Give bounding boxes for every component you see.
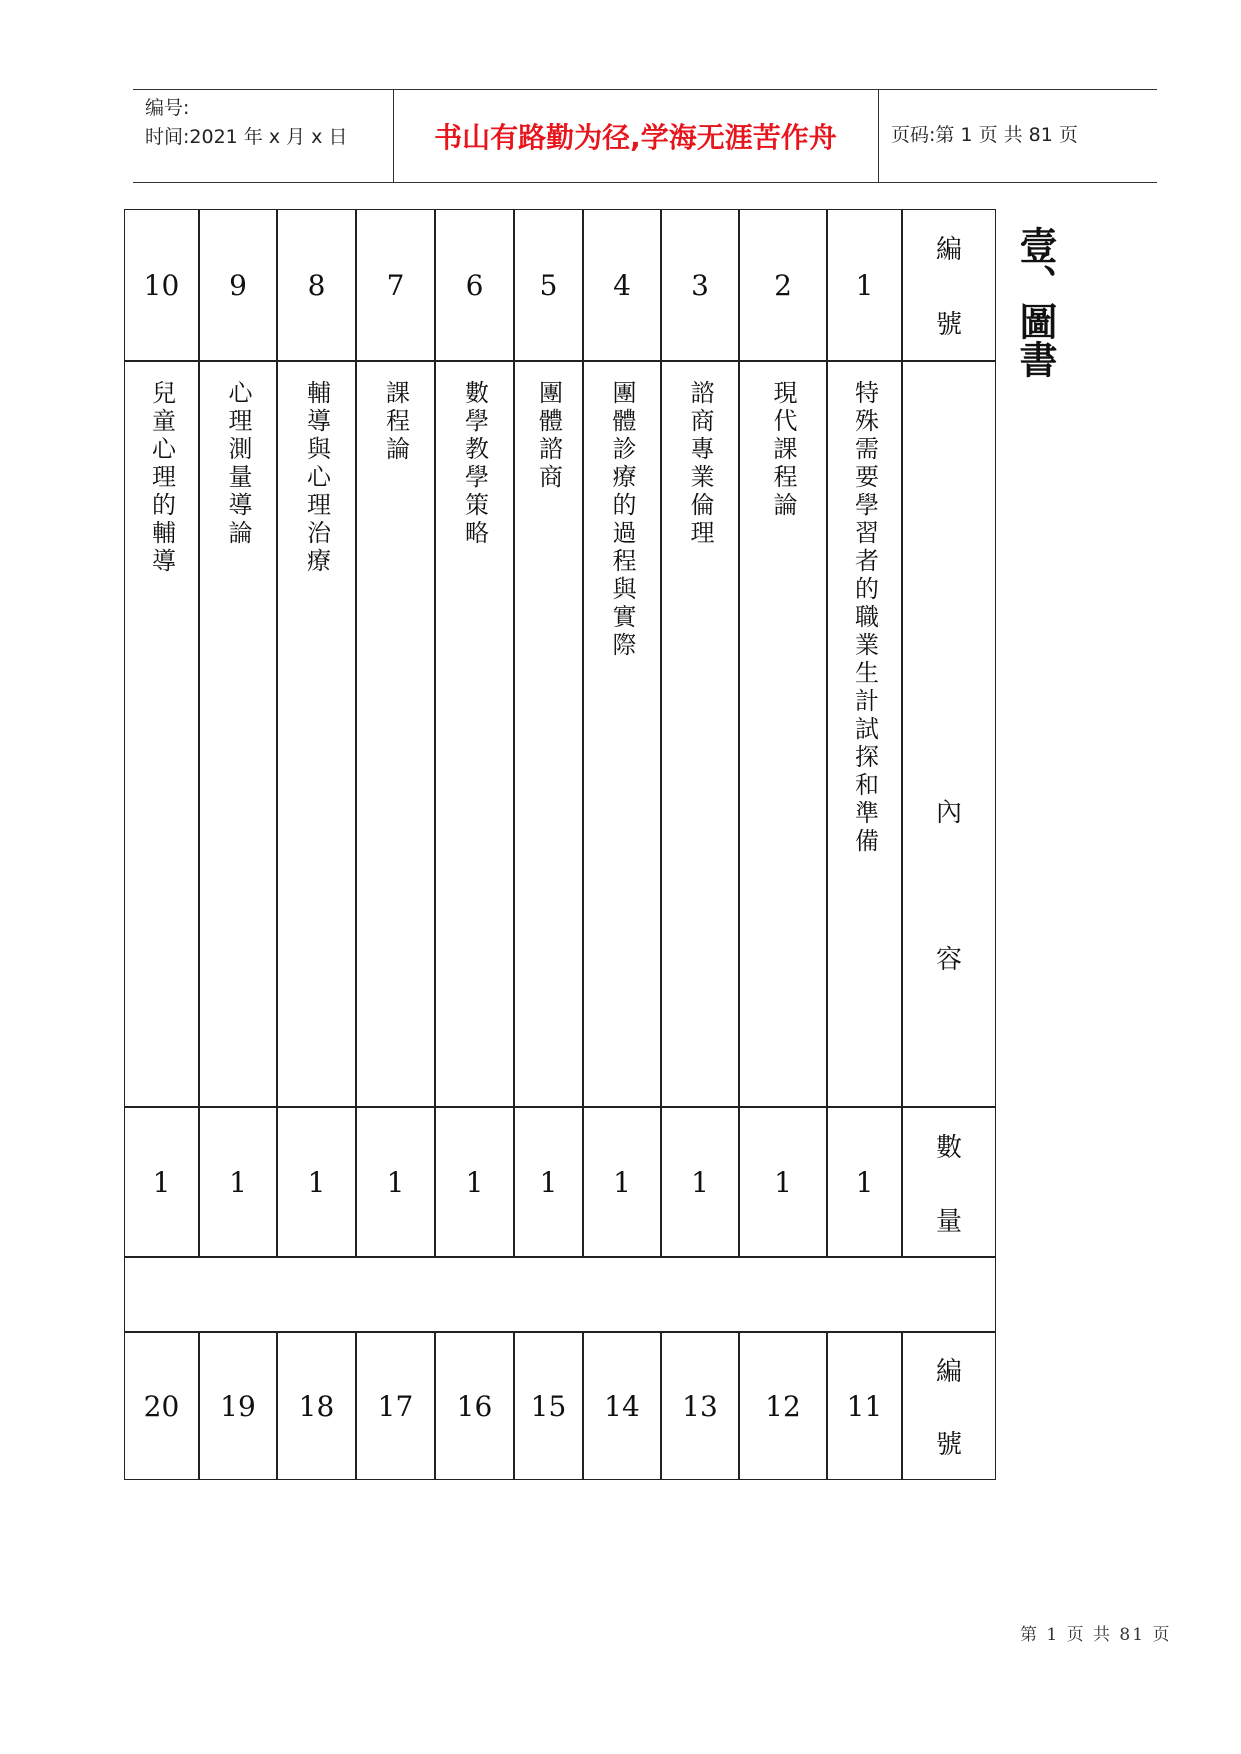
header-content-cell: [902, 361, 996, 1107]
quantity-cell: [514, 1107, 583, 1257]
header-number-char: 編: [935, 1357, 962, 1387]
time-label: 时间:2021 年 x 月 x 日: [145, 126, 348, 148]
book-number: 7: [386, 268, 405, 302]
book-number: 13: [682, 1389, 718, 1423]
book-quantity: 1: [613, 1165, 631, 1199]
book-title: 輔導與心理治療: [302, 380, 331, 576]
header-quantity-char: 量: [935, 1206, 962, 1237]
number-cell: [199, 209, 277, 361]
number-cell: [661, 209, 739, 361]
number-cell: [124, 1332, 199, 1480]
book-number: 3: [691, 268, 709, 302]
book-number: 12: [765, 1389, 801, 1423]
number-cell: [199, 1332, 277, 1480]
quantity-cell: [827, 1107, 902, 1257]
content-cell: [356, 361, 435, 1107]
book-number: 9: [229, 268, 247, 302]
number-cell: [583, 1332, 661, 1480]
section-title: 壹、圖書: [1013, 226, 1057, 378]
content-cell: [827, 361, 902, 1107]
book-number: 17: [377, 1389, 414, 1423]
header-quantity-char: 數: [935, 1132, 962, 1163]
serial-label: 编号:: [145, 97, 190, 119]
book-number: 4: [613, 268, 631, 302]
book-quantity: 1: [539, 1165, 558, 1199]
blank-separator-row: [124, 1257, 996, 1332]
book-number: 6: [465, 268, 484, 302]
quantity-cell: [124, 1107, 199, 1257]
content-cell: [277, 361, 356, 1107]
number-cell: [435, 1332, 514, 1480]
quantity-cell: [661, 1107, 739, 1257]
content-cell: [739, 361, 827, 1107]
book-quantity: 1: [465, 1165, 484, 1199]
book-number: 20: [143, 1389, 180, 1423]
book-quantity: 1: [774, 1165, 792, 1199]
content-cell: [583, 361, 661, 1107]
book-quantity: 1: [229, 1165, 247, 1199]
book-number: 8: [307, 268, 326, 302]
book-quantity: 1: [307, 1165, 326, 1199]
book-number: 15: [530, 1389, 567, 1423]
number-cell: [356, 209, 435, 361]
page-footer: 第 1 页 共 81 页: [1020, 1625, 1172, 1645]
book-title: 心理測量導論: [224, 380, 252, 548]
book-title: 諮商專業倫理: [686, 380, 714, 548]
quantity-cell: [277, 1107, 356, 1257]
book-number: 5: [539, 268, 558, 302]
page-header: [133, 89, 1157, 183]
header-content-char: 容: [935, 945, 962, 975]
number-cell: [277, 1332, 356, 1480]
book-number: 14: [604, 1389, 640, 1423]
book-table: [124, 209, 996, 1480]
book-title: 團體諮商: [534, 380, 563, 492]
book-title: 兒童心理的輔導: [147, 380, 176, 576]
number-cell: [739, 209, 827, 361]
number-cell: [277, 209, 356, 361]
quantity-cell: [435, 1107, 514, 1257]
book-title: 現代課程論: [769, 380, 797, 520]
header-number-char: 編: [935, 235, 962, 265]
book-title: 課程論: [381, 380, 410, 464]
header-number-char: 號: [935, 1430, 962, 1460]
number-cell: [661, 1332, 739, 1480]
book-quantity: 1: [855, 1165, 874, 1199]
number-cell: [583, 209, 661, 361]
number-cell: [739, 1332, 827, 1480]
content-cell: [199, 361, 277, 1107]
book-number: 2: [774, 268, 792, 302]
number-cell: [514, 209, 583, 361]
content-cell: [435, 361, 514, 1107]
number-cell: [124, 209, 199, 361]
number-cell: [827, 1332, 902, 1480]
header-quantity-cell: [902, 1107, 996, 1257]
book-number: 16: [456, 1389, 493, 1423]
header-content-char: 內: [935, 798, 962, 828]
quantity-cell: [739, 1107, 827, 1257]
book-title: 特殊需要學習者的職業生計試探和準備: [850, 380, 879, 856]
header-motto: 书山有路勤为径,学海无涯苦作舟: [434, 121, 837, 154]
number-cell: [827, 209, 902, 361]
book-quantity: 1: [152, 1165, 171, 1199]
quantity-cell: [356, 1107, 435, 1257]
header-number-char: 號: [935, 310, 962, 340]
book-title: 團體診療的過程與實際: [608, 380, 636, 660]
book-number: 1: [855, 268, 874, 302]
content-cell: [124, 361, 199, 1107]
content-cell: [661, 361, 739, 1107]
book-number: 18: [298, 1389, 335, 1423]
book-number: 19: [220, 1389, 256, 1423]
number-cell: [435, 209, 514, 361]
header-divider: [878, 90, 879, 182]
book-title: 數學教學策略: [460, 380, 489, 548]
header-meta: [145, 94, 347, 152]
book-quantity: 1: [691, 1165, 709, 1199]
book-number: 10: [143, 268, 180, 302]
quantity-cell: [583, 1107, 661, 1257]
header-number-cell: [902, 209, 996, 361]
number-cell: [356, 1332, 435, 1480]
number-cell: [514, 1332, 583, 1480]
header-page-info: 页码:第 1 页 共 81 页: [891, 124, 1078, 146]
content-cell: [514, 361, 583, 1107]
book-number: 11: [846, 1389, 883, 1423]
quantity-cell: [199, 1107, 277, 1257]
book-quantity: 1: [386, 1165, 405, 1199]
header-number-cell-2: [902, 1332, 996, 1480]
